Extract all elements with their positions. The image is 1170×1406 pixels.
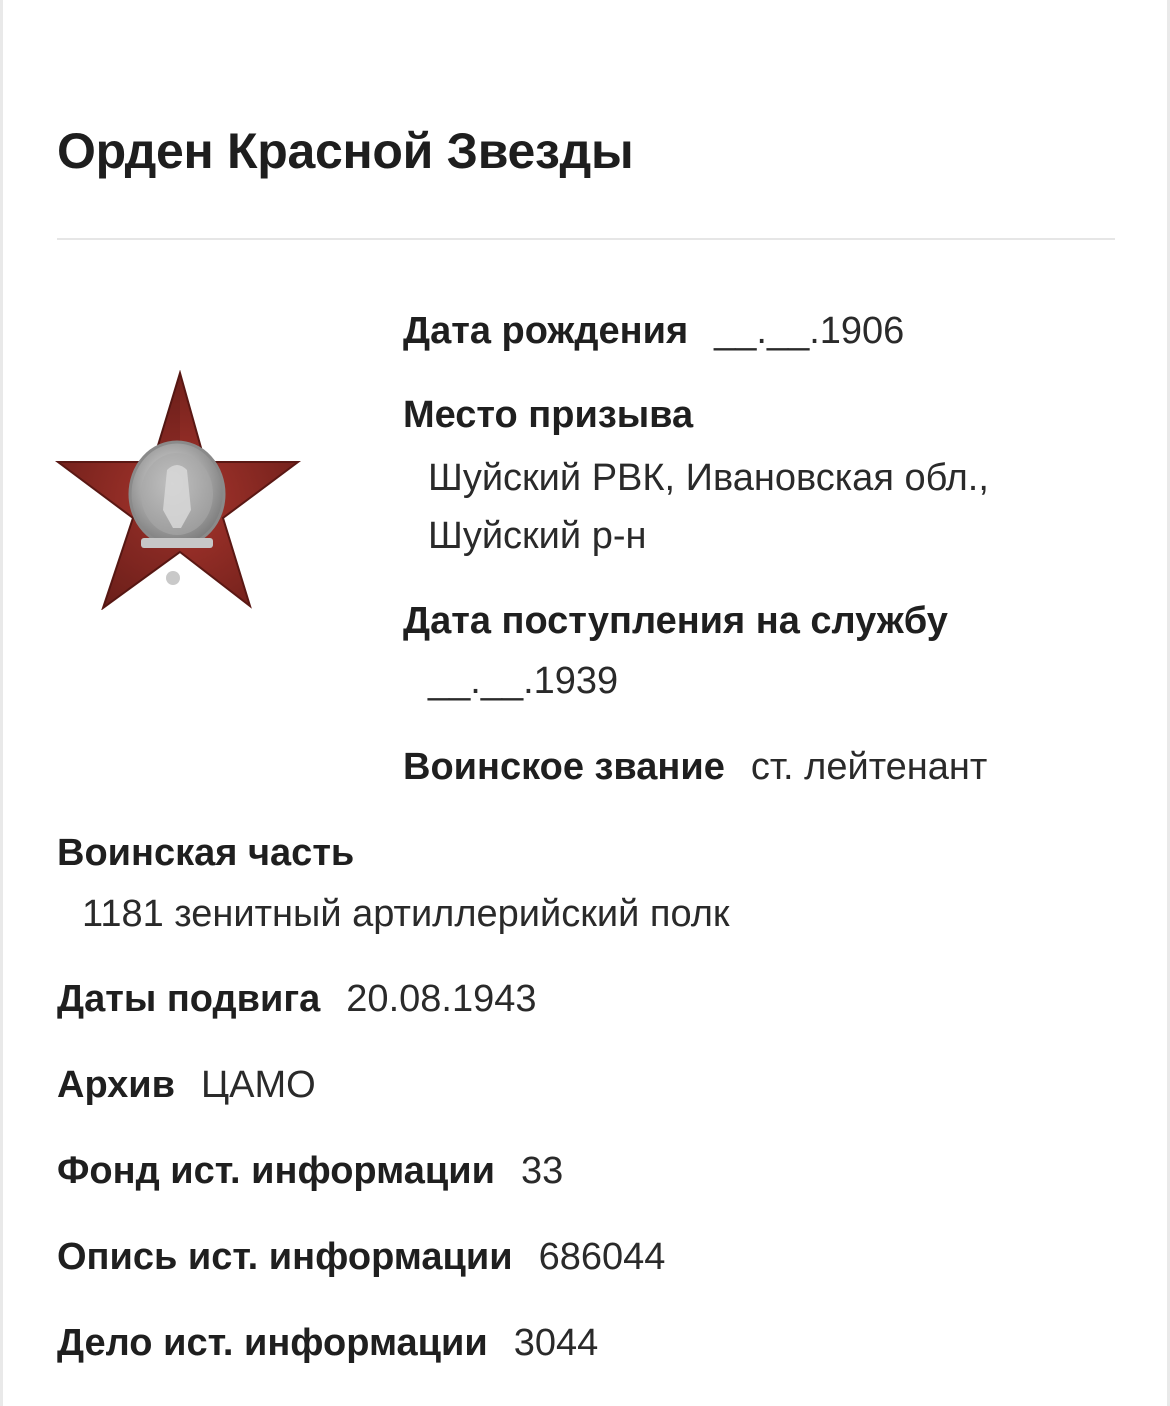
rank-value: ст. лейтенант [750,746,988,788]
feat-date-value: 20.08.1943 [346,978,537,1020]
page-title: Орден Красной Звезды [57,123,634,179]
archive-label: Архив [57,1064,176,1106]
fond-row [57,1150,563,1193]
birth-date-value: __.__.1906 [714,310,905,352]
draft-place-value-line1: Шуйский РВК, Ивановская обл., [428,457,989,499]
feat-date-row [57,978,536,1021]
unit-label: Воинская часть [57,832,355,874]
red-star-order-icon [55,370,301,610]
opis-label: Опись ист. информации [57,1236,513,1278]
opis-value: 686044 [538,1236,666,1278]
fond-label: Фонд ист. информации [57,1150,495,1192]
feat-date-label: Даты подвига [57,978,321,1020]
delo-value: 3044 [513,1322,599,1364]
birth-date-row [403,310,904,353]
service-start-value: __.__.1939 [428,660,619,702]
frame-edge-left [0,0,3,1406]
draft-place-value-line2: Шуйский р-н [428,515,647,557]
rank-row [403,746,987,789]
archive-value: ЦАМО [201,1064,316,1106]
rank-label: Воинское звание [403,746,725,788]
service-start-label: Дата поступления на службу [403,600,948,642]
birth-date-label: Дата рождения [403,310,689,352]
title-divider [57,238,1115,240]
unit-value: 1181 зенитный артиллерийский полк [82,893,730,935]
delo-label: Дело ист. информации [57,1322,488,1364]
draft-place-label: Место призыва [403,394,694,436]
opis-row [57,1236,665,1279]
archive-row [57,1064,316,1107]
fond-value: 33 [520,1150,564,1192]
delo-row [57,1322,598,1365]
